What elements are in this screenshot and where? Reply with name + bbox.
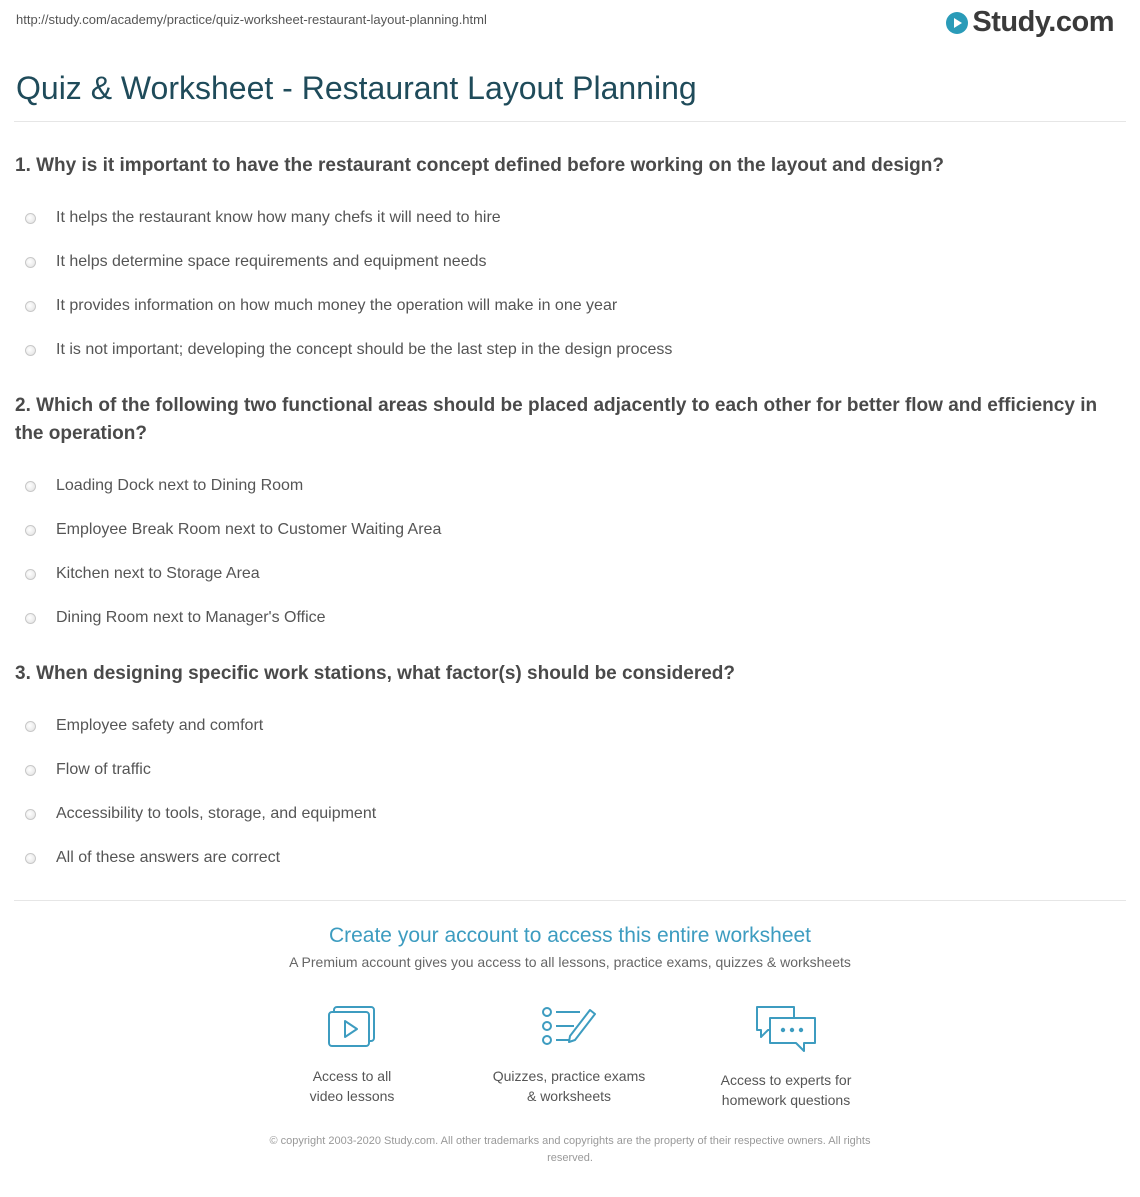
question-1 (15, 152, 1105, 372)
question-text: 2. Which of the following two functional areas should be placed adjacently to each other for better flow and efficiency in the operation? (15, 395, 1098, 444)
page-url: http://study.com/academy/practice/quiz-worksheet-restaurant-layout-planning.html (16, 12, 487, 27)
answer-text: Loading Dock next to Dining Room (56, 477, 304, 494)
radio-button[interactable] (25, 853, 36, 864)
answer-text: Accessibility to tools, storage, and equipment (56, 805, 377, 822)
study-logo[interactable] (946, 6, 1114, 39)
feature-quizzes (479, 1004, 659, 1106)
feature-label (696, 1070, 876, 1110)
radio-button[interactable] (25, 213, 36, 224)
feature-experts (696, 1004, 876, 1110)
feature-label-line: video lessons (309, 1088, 395, 1104)
answer-text: Employee safety and comfort (56, 717, 264, 734)
answer-option[interactable] (15, 196, 1105, 240)
radio-button[interactable] (25, 613, 36, 624)
answer-option[interactable] (15, 748, 1105, 792)
radio-button[interactable] (25, 809, 36, 820)
answer-option[interactable] (15, 328, 1105, 372)
answer-option[interactable] (15, 284, 1105, 328)
radio-button[interactable] (25, 301, 36, 312)
feature-label (262, 1066, 442, 1106)
feature-label-line: homework questions (721, 1092, 851, 1108)
feature-video-lessons (262, 1004, 442, 1106)
page-title: Quiz & Worksheet - Restaurant Layout Planning (16, 70, 697, 106)
chat-bubbles-icon (754, 1004, 818, 1054)
feature-label-line: & worksheets (526, 1088, 612, 1104)
play-logo-icon (946, 12, 968, 34)
radio-button[interactable] (25, 525, 36, 536)
feature-label-line: Access to all (312, 1068, 392, 1084)
answer-option[interactable] (15, 792, 1105, 836)
question-text: 3. When designing specific work stations, what factor(s) should be considered? (15, 663, 735, 684)
answer-option[interactable] (15, 240, 1105, 284)
answer-text: Flow of traffic (56, 761, 151, 778)
radio-button[interactable] (25, 257, 36, 268)
radio-button[interactable] (25, 345, 36, 356)
copyright-footer (210, 1133, 930, 1167)
answer-list (15, 464, 1105, 640)
cta-subtitle: A Premium account gives you access to all lessons, practice exams, quizzes & worksheets (289, 954, 851, 970)
answer-option[interactable] (15, 704, 1105, 748)
answer-text: Kitchen next to Storage Area (56, 565, 260, 582)
feature-label (479, 1066, 659, 1106)
answer-text: It provides information on how much money the operation will make in one year (56, 297, 618, 314)
answer-option[interactable] (15, 508, 1105, 552)
quiz-list-icon (540, 1004, 598, 1050)
divider (14, 900, 1126, 901)
radio-button[interactable] (25, 721, 36, 732)
feature-label-line: Access to experts for (720, 1072, 852, 1088)
footer-line: © copyright 2003-2020 Study.com. All other trademarks and copyrights are the property of their respective owners. All rights (269, 1135, 871, 1147)
radio-button[interactable] (25, 569, 36, 580)
answer-option[interactable] (15, 596, 1105, 640)
radio-button[interactable] (25, 765, 36, 776)
divider (14, 121, 1126, 122)
question-2 (15, 392, 1105, 640)
answer-list (15, 196, 1105, 372)
cta-title[interactable]: Create your account to access this entire worksheet (328, 924, 812, 947)
answer-text: It is not important; developing the concept should be the last step in the design process (56, 341, 673, 358)
answer-option[interactable] (15, 552, 1105, 596)
answer-option[interactable] (15, 464, 1105, 508)
footer-line: reserved. (547, 1152, 593, 1164)
answer-text: Employee Break Room next to Customer Waiting Area (56, 521, 442, 538)
answer-text: All of these answers are correct (56, 849, 281, 866)
answer-text: It helps determine space requirements and equipment needs (56, 253, 487, 270)
video-lesson-icon (326, 1004, 378, 1050)
radio-button[interactable] (25, 481, 36, 492)
question-3 (15, 660, 1105, 880)
answer-option[interactable] (15, 836, 1105, 880)
answer-list (15, 704, 1105, 880)
question-text: 1. Why is it important to have the restaurant concept defined before working on the layout and design? (15, 155, 944, 176)
logo-text: Study.com (972, 6, 1114, 38)
answer-text: Dining Room next to Manager's Office (56, 609, 326, 626)
answer-text: It helps the restaurant know how many chefs it will need to hire (56, 209, 501, 226)
feature-label-line: Quizzes, practice exams (492, 1068, 646, 1084)
